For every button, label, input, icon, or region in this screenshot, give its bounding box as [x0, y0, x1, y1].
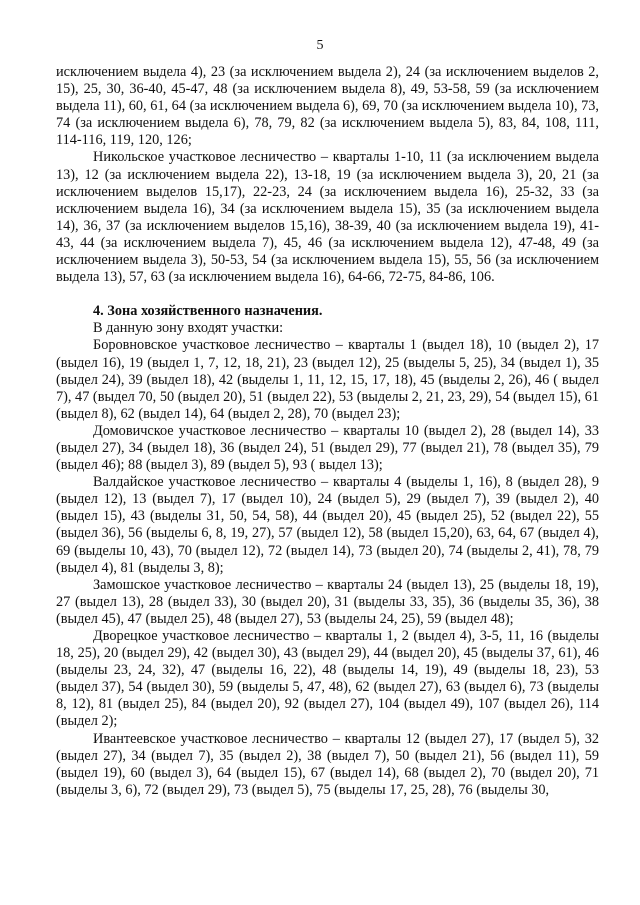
paragraph-valdayskoe: Валдайское участковое лесничество – кварталы 4 (выделы 1, 16), 8 (выдел 28), 9 (выдел 12), 13 (выдел 7), 17 (выдел 10), 24 (выдел 5), 29 (выдел 7), 39 (выдел 2), 40 (выдел 15), 43 (выделы 31, 50, 54, 58), 44 (выдел 20), 45 (выдел 25), 52 (выдел 22), 55 (выдел 36), 56 (выделы 6, 8, 19, 27), 57 (выдел 12), 58 (выдел 15,20), 63, 64, 67 (выдел 4), 69 (выделы 10, 43), 70 (выдел 12), 72 (выдел 14), 73 (выдел 20), 74 (выделы 2, 41), 78, 79 (выдел 4), 81 (выделы 3, 8); — [56, 474, 599, 576]
paragraph-borovnovskoe: Боровновское участковое лесничество – кварталы 1 (выдел 18), 10 (выдел 2), 17 (выдел 16), 19 (выдел 1, 7, 12, 18, 21), 23 (выдел 12), 25 (выделы 5, 25), 34 (выдел 1), 35 (выдел 24), 39 (выдел 18), 42 (выделы 1, 11, 12, 15, 17, 18), 45 (выделы 2, 26), 46 ( выдел 7), 47 (выдел 70, 50 (выдел 20), 51 (выдел 22), 53 (выделы 2, 21, 23, 29), 54 (выдел 15), 61 (выдел 8), 62 (выдел 14), 64 (выдел 2, 28), 70 (выдел 23); — [56, 337, 600, 422]
section-spacer — [56, 286, 599, 303]
section-heading: 4. Зона хозяйственного назначения. — [93, 303, 323, 320]
paragraph-dvoretskoe: Дворецкое участковое лесничество – кварталы 1, 2 (выдел 4), 3-5, 11, 16 (выделы 18, 25), 20 (выдел 29), 42 (выдел 30), 43 (выдел 29), 44 (выдел 20), 45 (выделы 37, 61), 46 (выделы 23, 24, 32), 47 (выделы 16, 22), 48 (выделы 14, 19), 49 (выделы 18, 23), 53 (выдел 37), 54 (выдел 30), 59 (выделы 5, 47, 48), 62 (выдел 27), 63 (выдел 6), 73 (выделы 8, 12), 81 (выдел 25), 84 (выдел 20), 92 (выдел 27), 104 (выдел 49), 107 (выдел 26), 114 (выдел 2); — [56, 628, 599, 730]
paragraph-continuation: исключением выдела 4), 23 (за исключением выдела 2), 24 (за исключением выделов 2, 15), 25, 30, 36-40, 45-47, 48 (за исключением выдела 8), 49, 53-58, 59 (за исключением выдела 11), 60, 61, 64 (за исключением выдела 6), 69, 70 (за исключением выдела 10), 73, 74 (за исключением выдела 6), 78, 79, 82 (за исключением выдела 5), 83, 84, 108, 111, 114-116, 119, 120, 126; — [56, 64, 599, 149]
paragraph-zamoshskoe: Замошское участковое лесничество – кварталы 24 (выдел 13), 25 (выделы 18, 19), 27 (выдел 13), 28 (выдел 33), 30 (выдел 20), 31 (выделы 33, 35), 36 (выделы 35, 36), 38 (выдел 45), 47 (выдел 25), 48 (выдел 27), 53 (выделы 24, 25), 59 (выдел 48); — [56, 576, 599, 627]
document-body — [56, 64, 599, 799]
paragraph-ivanteevskoe: Ивантеевское участковое лесничество – кварталы 12 (выдел 27), 17 (выдел 5), 32 (выдел 27), 34 (выдел 7), 35 (выдел 2), 38 (выдел 7), 50 (выдел 21), 56 (выдел 11), 59 (выдел 19), 60 (выдел 3), 64 (выдел 15), 67 (выдел 14), 68 (выдел 2), 70 (выдел 20), 71 (выделы 3, 6), 72 (выдел 29), 73 (выдел 5), 75 (выделы 17, 25, 28), 76 (выделы 30, — [56, 730, 599, 798]
paragraph-nikolskoe: Никольское участковое лесничество – кварталы 1-10, 11 (за исключением выдела 13), 12 (за исключением выдела 22), 13-18, 19 (за исключением выдела 3), 20, 21 (за исключением выделов 15,17), 22-23, 24 (за исключением выдела 16), 25-32, 33 (за исключением выдела 16), 34 (за исключением выдела 15), 35 (за исключением выдела 14), 36, 37 (за исключением выделов 15,16), 38-39, 40 (за исключением выдела 19), 41-43, 44 (за исключением выдела 7), 45, 46 (за исключением выдела 12), 47-48, 49 (за исключением выдела 3), 50-53, 54 (за исключением выдела 15), 55, 56 (за исключением выдела 13), 57, 63 (за исключением выдела 16), 64-66, 72-75, 84-86, 106. — [56, 149, 599, 286]
paragraph-domovichskoe: Домовичское участковое лесничество – кварталы 10 (выдел 2), 28 (выдел 14), 33 (выдел 27), 34 (выдел 18), 36 (выдел 24), 51 (выдел 29), 77 (выдел 21), 78 (выдел 35), 79 (выдел 46); 88 (выдел 3), 89 (выдел 5), 93 ( выдел 13); — [56, 422, 599, 474]
page-number: 5 — [316, 38, 324, 53]
paragraph-intro: В данную зону входят участки: — [93, 320, 284, 337]
